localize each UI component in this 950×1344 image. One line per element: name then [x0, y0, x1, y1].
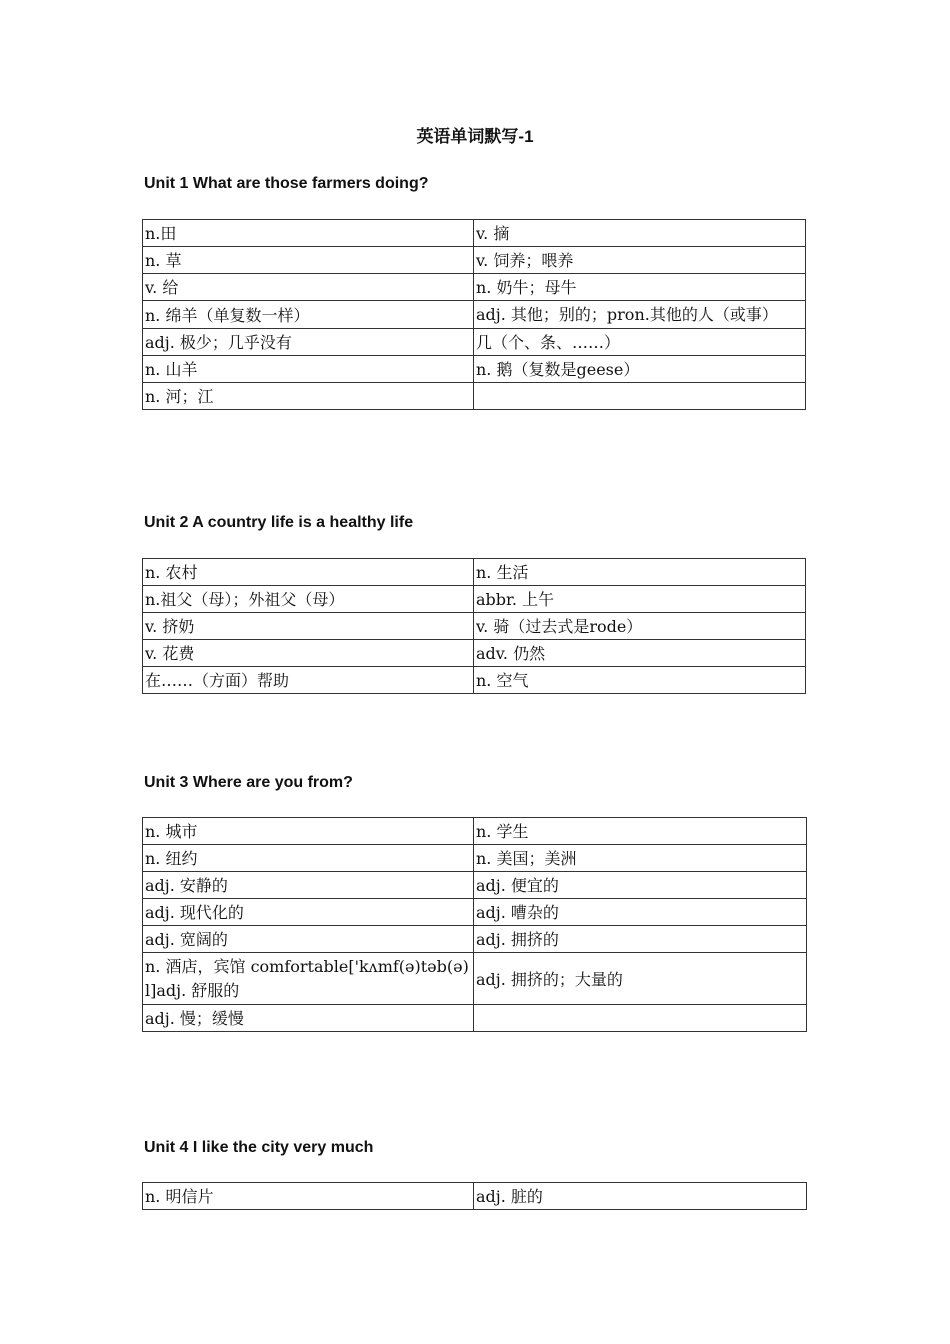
table-row	[143, 301, 806, 329]
table-cell: adj. 便宜的	[474, 872, 807, 899]
table-row	[143, 356, 806, 383]
table-cell: v. 挤奶	[143, 613, 474, 640]
table-row	[143, 953, 807, 1005]
table-cell: 几（个、条、……）	[474, 329, 806, 356]
table-cell: n. 山羊	[143, 356, 474, 383]
table-row	[143, 818, 807, 845]
table-cell: adv. 仍然	[474, 640, 806, 667]
unit-4-heading: Unit 4 I like the city very much	[144, 1139, 374, 1156]
unit-3-vocab-table	[142, 817, 807, 1032]
table-row	[143, 274, 806, 301]
table-cell: v. 骑（过去式是rode）	[474, 613, 806, 640]
table-cell: adj. 拥挤的；大量的	[474, 953, 807, 1005]
table-cell: 在……（方面）帮助	[143, 667, 474, 694]
table-cell: v. 摘	[474, 220, 806, 247]
table-cell: n. 城市	[143, 818, 474, 845]
table-cell: n.祖父（母）；外祖父（母）	[143, 586, 474, 613]
table-row	[143, 383, 806, 410]
table-row	[143, 247, 806, 274]
table-cell: n. 农村	[143, 559, 474, 586]
table-cell: adj. 慢；缓慢	[143, 1005, 474, 1032]
table-cell: n. 奶牛；母牛	[474, 274, 806, 301]
table-cell: n. 酒店，宾馆 comfortable['kʌmf(ə)təb(ə)l]adj. 舒服的	[143, 953, 474, 1005]
table-cell: n. 学生	[474, 818, 807, 845]
table-cell	[474, 1005, 807, 1032]
table-cell: n. 河；江	[143, 383, 474, 410]
unit-2-heading: Unit 2 A country life is a healthy life	[144, 514, 414, 531]
table-row	[143, 926, 807, 953]
table-row	[143, 613, 806, 640]
table-row	[143, 559, 806, 586]
table-cell: n.田	[143, 220, 474, 247]
unit-1-heading: Unit 1 What are those farmers doing?	[144, 175, 429, 192]
table-row	[143, 845, 807, 872]
table-row	[143, 640, 806, 667]
table-cell	[474, 383, 806, 410]
unit-2-vocab-table	[142, 558, 806, 694]
table-cell: adj. 脏的	[474, 1183, 807, 1210]
table-cell: adj. 极少；几乎没有	[143, 329, 474, 356]
table-cell: n. 草	[143, 247, 474, 274]
table-cell: v. 给	[143, 274, 474, 301]
table-row	[143, 329, 806, 356]
table-cell: n. 绵羊（单复数一样）	[143, 301, 474, 329]
table-row	[143, 899, 807, 926]
table-cell: abbr. 上午	[474, 586, 806, 613]
table-row	[143, 1183, 807, 1210]
unit-3-heading: Unit 3 Where are you from?	[144, 774, 353, 791]
table-row	[143, 872, 807, 899]
table-row	[143, 1005, 807, 1032]
table-cell: n. 纽约	[143, 845, 474, 872]
document-title: 英语单词默写-1	[416, 127, 534, 146]
table-cell: n. 空气	[474, 667, 806, 694]
table-cell: n. 鹅（复数是geese）	[474, 356, 806, 383]
table-cell: v. 饲养；喂养	[474, 247, 806, 274]
table-cell: adj. 宽阔的	[143, 926, 474, 953]
table-cell: n. 生活	[474, 559, 806, 586]
table-cell: adj. 拥挤的	[474, 926, 807, 953]
table-row	[143, 220, 806, 247]
unit-1-vocab-table	[142, 219, 806, 410]
table-row	[143, 667, 806, 694]
table-cell: adj. 安静的	[143, 872, 474, 899]
table-row	[143, 586, 806, 613]
table-cell: v. 花费	[143, 640, 474, 667]
table-cell: adj. 其他；别的；pron.其他的人（或事）	[474, 301, 806, 329]
table-cell: n. 美国；美洲	[474, 845, 807, 872]
table-cell: n. 明信片	[143, 1183, 474, 1210]
table-cell: adj. 现代化的	[143, 899, 474, 926]
unit-4-vocab-table	[142, 1182, 807, 1210]
table-cell: adj. 嘈杂的	[474, 899, 807, 926]
